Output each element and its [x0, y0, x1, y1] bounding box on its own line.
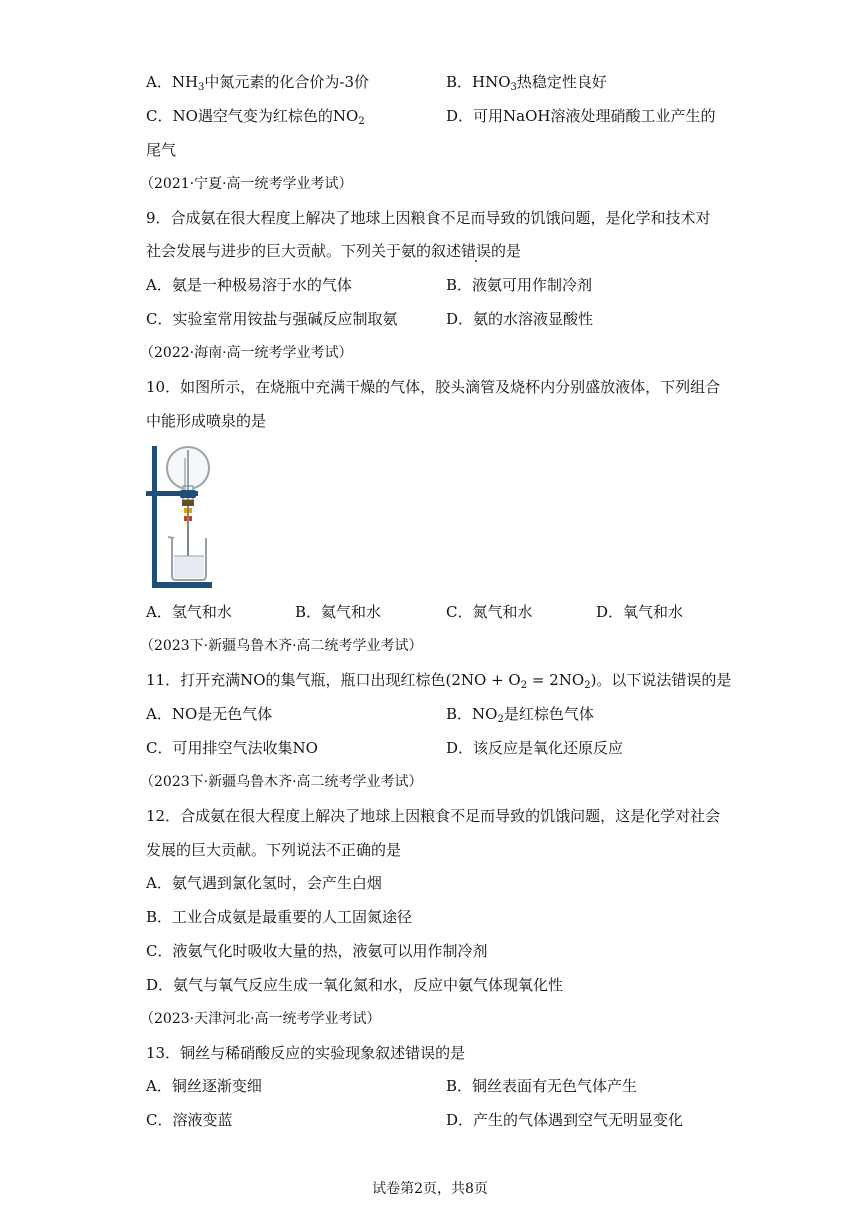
q9-option-a: A．氨是一种极易溶于水的气体	[146, 276, 352, 294]
q9-emphasis: 错误	[461, 242, 492, 260]
q10-option-b: B．氦气和水	[295, 603, 382, 621]
q9-option-d: D．氨的水溶液显酸性	[446, 310, 594, 328]
q11-option-b: B．$NO_2$是红棕色气体	[446, 705, 594, 725]
q8-option-d-continued: 尾气	[146, 141, 177, 159]
q12-stem-line1: 12．合成氨在很大程度上解决了地球上因粮食不足而导致的饥饿问题，这是化学对社会	[146, 807, 721, 825]
fountain-apparatus-figure	[144, 438, 236, 592]
q9-stem-line1: 9．合成氨在很大程度上解决了地球上因粮食不足而导致的饥饿问题，是化学和技术对	[146, 209, 711, 227]
page-footer: 试卷第2页，共8页	[372, 1181, 488, 1197]
stand-rod	[152, 446, 157, 586]
q12-option-d: D．氨气与氧气反应生成一氧化氮和水，反应中氨气体现氧化性	[146, 976, 564, 994]
q12-option-b: B．工业合成氨是最重要的人工固氮途径	[146, 908, 413, 926]
q12-option-c: C．液氨气化时吸收大量的热，液氨可以用作制冷剂	[146, 942, 488, 960]
q13-option-b: B．铜丝表面有无色气体产生	[446, 1077, 638, 1095]
q12-source: （2023下·新疆乌鲁木齐·高二统考学业考试）	[140, 774, 423, 790]
q11-option-d: D．该反应是氧化还原反应	[446, 739, 624, 757]
clamp	[180, 490, 196, 498]
q11-option-c: C．可用排空气法收集NO	[146, 739, 318, 757]
q8-option-b: B．$HNO_3$热稳定性良好	[446, 73, 607, 93]
q12-option-a: A．氨气遇到氯化氢时，会产生白烟	[146, 874, 382, 892]
q13-option-c: C．溶液变蓝	[146, 1111, 233, 1129]
q10-stem-line1: 10．如图所示，在烧瓶中充满干燥的气体，胶头滴管及烧杯内分别盛放液体，下列组合	[146, 378, 721, 396]
q11-stem: 11．打开充满NO的集气瓶，瓶口出现红棕色$(2NO + O_2 = 2NO_2)$。以下说法错误的是	[146, 671, 732, 691]
q9-option-b: B．液氨可用作制冷剂	[446, 276, 593, 294]
q13-option-a: A．铜丝逐渐变细	[146, 1077, 262, 1095]
q9-stem-line2: 社会发展与进步的巨大贡献。下列关于氨的叙述错误的是	[146, 242, 522, 260]
q8-option-c: C．NO遇空气变为红棕色的$NO_2$	[146, 107, 365, 127]
q10-option-c: C．氮气和水	[446, 603, 533, 621]
q11-option-a: A．NO是无色气体	[146, 705, 273, 723]
q10-source: （2022·海南·高一统考学业考试）	[140, 345, 353, 361]
q9-option-c: C．实验室常用铵盐与强碱反应制取氨	[146, 310, 398, 328]
q12-stem-line2: 发展的巨大贡献。下列说法不正确的是	[146, 841, 402, 859]
q8-option-d: D．可用NaOH溶液处理硝酸工业产生的	[446, 107, 716, 125]
q10-option-d: D．氧气和水	[596, 603, 684, 621]
q13-option-d: D．产生的气体遇到空气无明显变化	[446, 1111, 684, 1129]
q9-source: （2021·宁夏·高一统考学业考试）	[140, 176, 353, 192]
stand-base	[152, 582, 212, 588]
q10-option-a: A．氢气和水	[146, 603, 232, 621]
q13-source: （2023·天津河北·高一统考学业考试）	[140, 1011, 381, 1027]
q10-stem-line2: 中能形成喷泉的是	[146, 412, 267, 430]
q13-stem: 13．铜丝与稀硝酸反应的实验现象叙述错误的是	[146, 1044, 466, 1062]
q8-option-a: A．$NH_3$中氮元素的化合价为-3价	[146, 73, 370, 93]
q11-source: （2023下·新疆乌鲁木齐·高二统考学业考试）	[140, 638, 423, 654]
